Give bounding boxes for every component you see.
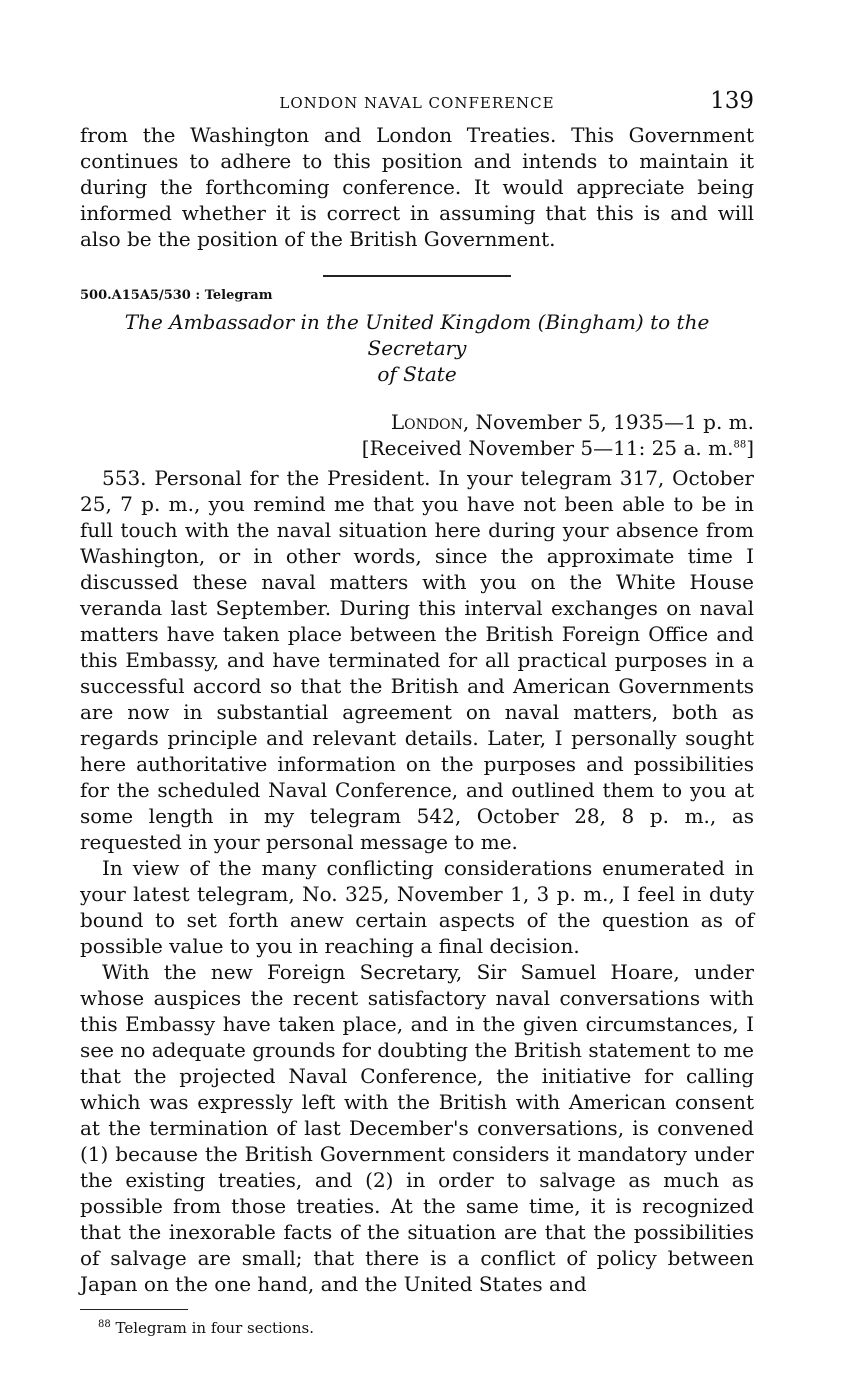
- footnote-text: Telegram in four sections.: [110, 1319, 314, 1337]
- dateline: [80, 409, 754, 435]
- dateline-place: London: [390, 410, 463, 434]
- document-title: [80, 309, 754, 387]
- document-title-line-1: The Ambassador in the United Kingdom (Bingham) to the Secretary: [124, 310, 710, 360]
- file-reference: 500.A15A5/530 : Telegram: [80, 288, 273, 303]
- continuation-paragraph: from the Washington and London Treaties. This Government continues to adhere to this position and intends to maintain it during the forthcoming conference. It would appreciate being informed whether it is correct in assuming that this is and will also be the position of the British Government.: [80, 123, 754, 251]
- body-paragraph-1: 553. Personal for the President. In your telegram 317, October 25, 7 p. m., you remind me that you have not been able to be in full touch with the naval situation here during your absence from Washington, or in other words, since the approximate time I discussed these naval matters with you on the White House veranda last September. During this interval exchanges on naval matters have taken place between the British Foreign Office and this Embassy, and have terminated for all practical purposes in a successful accord so that the British and American Governments are now in substantial agreement on naval matters, both as regards principle and relevant details. Later, I personally sought here authoritative information on the purposes and possibilities for the scheduled Naval Conference, and outlined them to you at some length in my telegram 542, October 28, 8 p. m., as requested in your personal message to me.: [80, 466, 754, 854]
- received-close: ]: [746, 436, 754, 460]
- body-paragraph-3: With the new Foreign Secretary, Sir Samuel Hoare, under whose auspices the recent satisfactory naval conversations with this Embassy have taken place, and in the given circumstances, I see no adequate grounds for doubting the British statement to me that the projected Naval Conference, the initiative for calling which was expressly left with the British with American consent at the termination of last December's conversations, is convened (1) because the British Government considers it mandatory under the existing treaties, and (2) in order to salvage as much as possible from those treaties. At the same time, it is recognized that the inexorable facts of the situation are that the possibilities of salvage are small; that there is a conflict of policy between Japan on the one hand, and the United States and: [80, 960, 754, 1296]
- page-number: 139: [710, 88, 754, 114]
- footnote: [98, 1318, 754, 1338]
- section-divider: [323, 275, 511, 277]
- footnote-marker: 88: [98, 1319, 111, 1330]
- received-line: [80, 435, 754, 461]
- dateline-date: , November 5, 1935—1 p. m.: [462, 410, 754, 434]
- footnote-divider: [80, 1309, 188, 1310]
- received-text: [Received November 5—11: 25 a. m.: [361, 436, 734, 460]
- document-title-line-2: of State: [377, 362, 457, 386]
- document-page: [80, 88, 754, 1338]
- footnote-reference: 88: [733, 439, 747, 451]
- body-paragraph-2: In view of the many conflicting considerations enumerated in your latest telegram, No. 325, November 1, 3 p. m., I feel in duty bound to set forth anew certain aspects of the question as of possible value to you in reaching a final decision.: [80, 856, 754, 958]
- running-title: LONDON NAVAL CONFERENCE: [279, 94, 555, 112]
- running-header: [80, 88, 754, 122]
